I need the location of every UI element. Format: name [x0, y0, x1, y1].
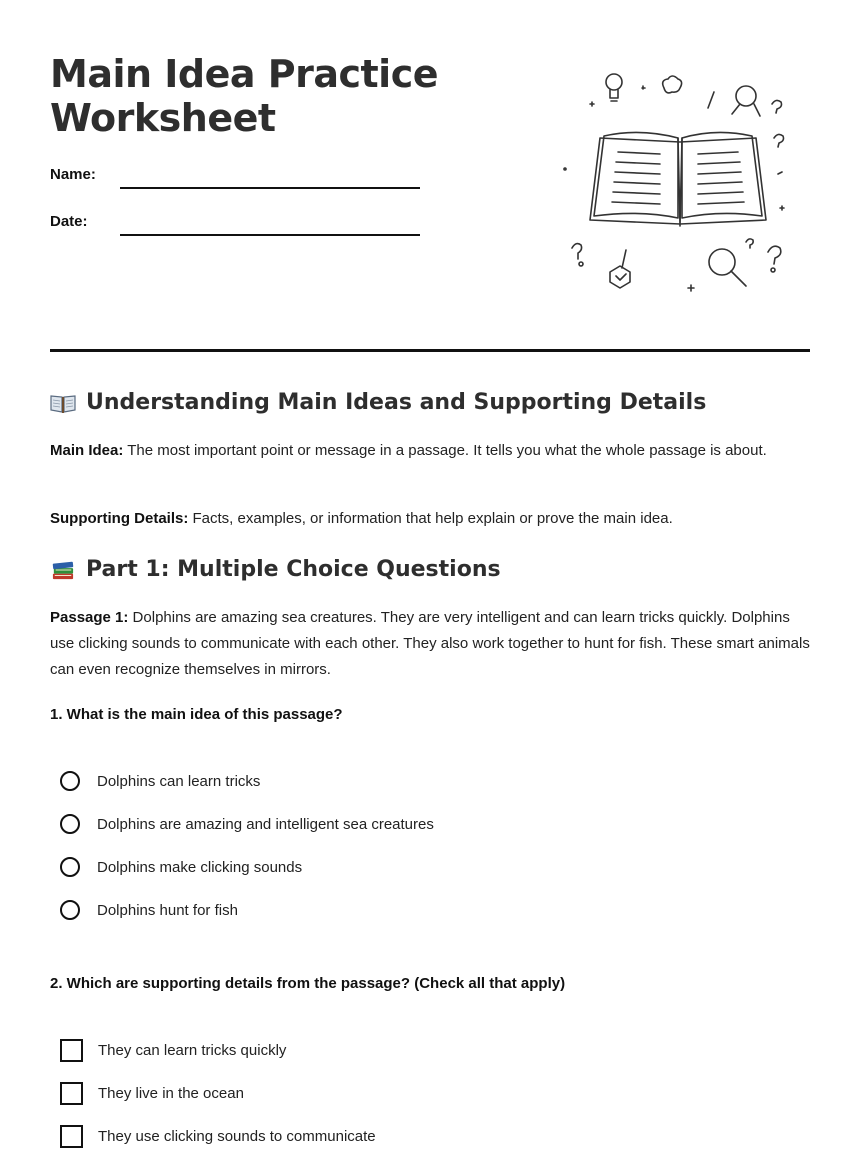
- name-label: Name:: [50, 166, 96, 183]
- date-field[interactable]: [120, 234, 420, 236]
- name-field[interactable]: [120, 187, 420, 189]
- option-label: Dolphins are amazing and intelligent sea creatures: [97, 815, 434, 833]
- checkbox[interactable]: [60, 1039, 83, 1062]
- checkbox[interactable]: [60, 1125, 83, 1148]
- q2-option-b[interactable]: [60, 1082, 244, 1105]
- question-2: 2. Which are supporting details from the passage? (Check all that apply): [50, 975, 566, 992]
- radio-button[interactable]: [60, 771, 80, 791]
- q1-option-a[interactable]: [60, 771, 260, 791]
- option-label: Dolphins can learn tricks: [97, 772, 261, 790]
- supporting-details-term: Supporting Details:: [50, 510, 189, 527]
- option-label: They live in the ocean: [98, 1085, 244, 1102]
- date-label: Date:: [50, 213, 88, 230]
- part1-heading: [50, 557, 501, 582]
- radio-button[interactable]: [60, 900, 80, 920]
- option-label: They can learn tricks quickly: [98, 1042, 287, 1059]
- radio-button[interactable]: [60, 857, 80, 877]
- open-book-icon: [50, 392, 76, 414]
- question-1: 1. What is the main idea of this passage?: [50, 706, 343, 723]
- q1-option-b[interactable]: [60, 814, 434, 834]
- option-label: Dolphins hunt for fish: [97, 901, 238, 919]
- worksheet-title: Main Idea Practice Worksheet: [50, 52, 438, 140]
- passage-label: Passage 1:: [50, 609, 129, 626]
- passage-1: [50, 605, 810, 683]
- main-idea-text: The most important point or message in a passage. It tells you what the whole passage is about.: [123, 442, 767, 459]
- part1-heading-text: Part 1: Multiple Choice Questions: [86, 557, 501, 582]
- supporting-details-definition: [50, 506, 810, 532]
- checkbox[interactable]: [60, 1082, 83, 1105]
- main-idea-definition: [50, 438, 810, 464]
- radio-button[interactable]: [60, 814, 80, 834]
- supporting-details-text: Facts, examples, or information that help explain or prove the main idea.: [188, 510, 673, 527]
- q2-option-c[interactable]: [60, 1125, 376, 1148]
- q1-option-c[interactable]: [60, 857, 302, 877]
- q1-option-d[interactable]: [60, 900, 238, 920]
- option-label: They use clicking sounds to communicate: [98, 1128, 376, 1145]
- books-stack-icon: [50, 559, 76, 581]
- q2-option-a[interactable]: [60, 1039, 286, 1062]
- passage-text: Dolphins are amazing sea creatures. They are very intelligent and can learn tricks quickly. Dolphins use clicking sounds to communicate with each other. They also work together to hunt for fish. These smart animals can even recognize themselves in mirrors.: [50, 609, 810, 678]
- option-label: Dolphins make clicking sounds: [97, 858, 303, 876]
- section-heading-text: Understanding Main Ideas and Supporting Details: [86, 390, 707, 415]
- book-illustration-icon: [560, 66, 800, 302]
- section-heading-understanding: [50, 390, 706, 415]
- section-divider: [50, 349, 810, 352]
- main-idea-term: Main Idea:: [50, 442, 124, 459]
